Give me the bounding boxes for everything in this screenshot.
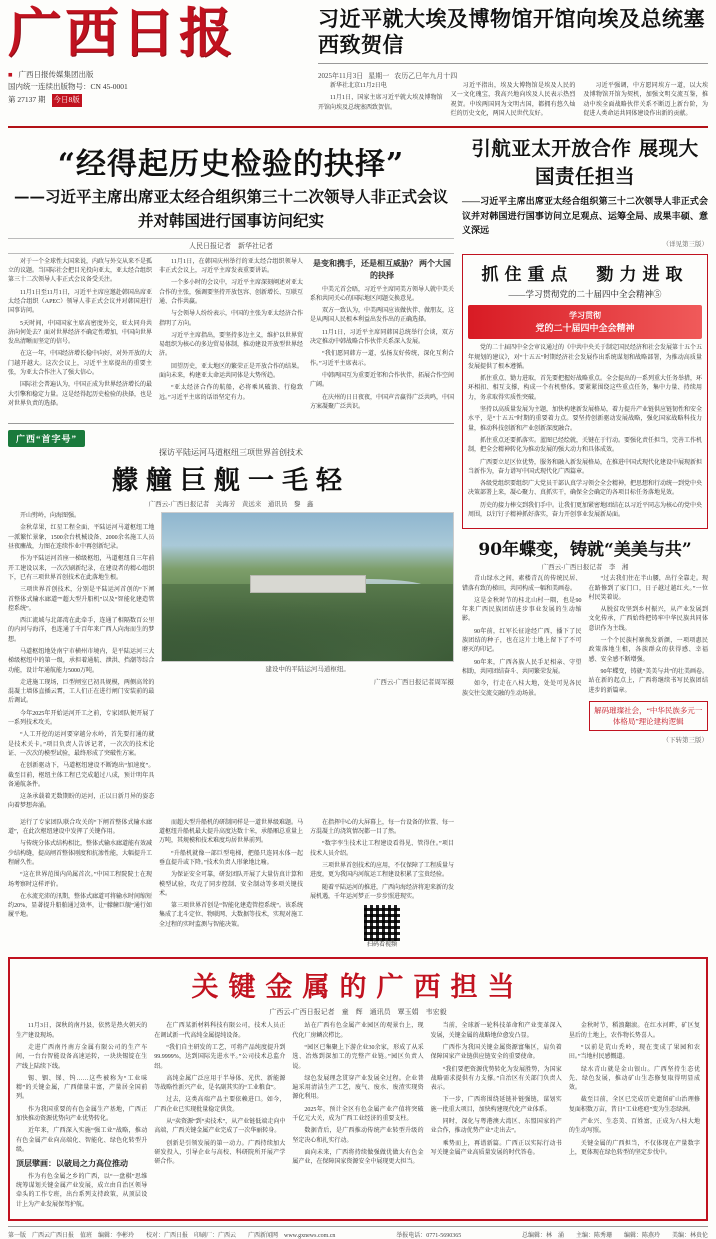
related-link-box[interactable] <box>589 701 709 732</box>
right-mid-p: 90年来，广西各族人民手足相亲、守望相助，共同团结奋斗、共同繁荣发展。 <box>462 659 582 675</box>
top-story-p2: 习近平指出，埃及大博物馆是埃及人民的又一文化瑰宝，我高兴地向埃及人民表示热烈祝贺。中埃两国同为文明古国，都拥有悠久灿烂的历史文化，两国人民世代友好。 <box>450 83 576 117</box>
right-mid-p: 一个个民族村寨焕发新颜，一项项惠民政策落地生根，各族群众的获得感、幸福感、安全感不断增强。 <box>588 638 708 663</box>
bottom-col-5 <box>569 1022 700 1212</box>
feature-p: 作为平陆运河首座一梯级枢纽，马道枢纽自三年前开工建设以来，一次次刷新纪录，在建设者的精心组织下，已有三项世界首创技术在此落地生根。 <box>8 556 155 581</box>
bottom-col-2 <box>154 1022 285 1212</box>
bottom-p: 关键金属的广西担当，不仅体现在产量数字上，更体现在绿色转型的坚定步伐中。 <box>568 1140 701 1156</box>
right-mid-p: 这是金秋时节的桂北山村一隅，也是90年来广西民族团结进步事业发展的生动缩影。 <box>462 597 582 623</box>
bottom-p: 高纯金属广泛应用于半导体、光伏、新能源等战略性新兴产业，是名副其实的“工业粮食”。 <box>154 1075 286 1092</box>
top-story-agency: 新华社北京11月2日电 <box>330 83 387 90</box>
bottom-p: 站在广西有色金属产业园区的观景台上，现代化厂房鳞次栉比。 <box>292 1023 424 1039</box>
right-mid-p: “过去我们住在半山腰，出行全靠走。现在路修到了家门口，日子越过越红火。”一位村民笑着说。 <box>588 576 708 601</box>
bottom-p: 作为我国重要的有色金属生产基地，广西正加快推动资源优势向产业优势转化。 <box>16 1106 148 1123</box>
study-p: 广西要立足区位优势，服务和融入新发展格局，在推进中国式现代化建设中展现新担当新作为，奋力谱写中国式现代化广西篇章。 <box>468 459 703 475</box>
feature-p: 马道枢纽地处南宁市横州市境内，是平陆运河三大梯级枢纽中的第一级，承担着通航、泄洪、挡潮等综合功能，设计年通航能力5000万吨。 <box>8 648 155 674</box>
photo-dam <box>250 575 366 593</box>
lead-p: 中韩两国互为重要近邻和合作伙伴，拓展合作空间广阔。 <box>310 372 455 389</box>
bottom-p: 下一步，广西将围绕延链补链强链，谋划实施一批重大项目，加快构建现代化产业体系。 <box>430 1097 562 1113</box>
right-headline: 引航亚太开放合作 展现大国责任担当 <box>471 137 699 189</box>
right-continuation-note: （详见第三版） <box>662 241 708 249</box>
feature-p: 开山劈岭，向海图强。 <box>20 513 81 520</box>
bottom-title: 关键金属的广西担当 <box>191 972 525 1004</box>
issue-weekday: 星期一 <box>368 71 390 80</box>
lead-title: “经得起历史检验的抉择” <box>57 147 405 183</box>
photo-caption: 建设中的平陆运河马道枢纽。 <box>265 666 350 674</box>
lead-col-1 <box>8 258 152 415</box>
bottom-p: 11月3日，深秋的南丹县，依然是热火朝天的生产建设现场。 <box>16 1023 148 1039</box>
right-mid-col-1 <box>462 575 582 746</box>
right-mid-col-2 <box>589 575 709 746</box>
lead-p: “亚太经济合作的航船，必将乘风破浪、行稳致远。”习近平主席的话语坚定有力。 <box>159 385 303 401</box>
left-column <box>8 133 454 950</box>
bottom-p: “以前是荒山秃岭，现在变成了果园和农田。”当地村民感慨道。 <box>568 1045 701 1061</box>
footer-right: 总编辑：林 涌 主编：陈秀珊 编辑：陈燕玲 美编：林贵伦 <box>521 1232 708 1239</box>
publisher-text: 广西日报传媒集团出版 <box>18 69 94 79</box>
right-column <box>462 133 708 950</box>
study-body <box>468 344 702 520</box>
main-content <box>8 133 708 950</box>
lead-p: 回望历史，亚太地区的繁荣正是开放合作的结果。面向未来，构建亚太命运共同体是大势所趋。 <box>159 363 304 380</box>
study-banner-line2: 党的二十届四中全会精神 <box>535 322 635 333</box>
feature-p: “数字孪生技术让工程建设看得见、管得住。”项目技术人员介绍。 <box>310 841 454 857</box>
feature-p: 运行了专家团队联合攻关的“下闸首整体式输水廊道”，在此次枢纽建设中发挥了关键作用。 <box>8 819 152 836</box>
feature-col-1 <box>8 512 154 815</box>
top-story-body <box>318 82 708 122</box>
feature-p: 为保证安全可靠，研发团队开展了大量仿真计算和模型试验，攻克了同步控制、安全制动等多项关键技术。 <box>159 872 304 897</box>
feature-photo-block <box>161 512 454 815</box>
bottom-story <box>8 957 708 1220</box>
bottom-col-1 <box>16 1022 147 1212</box>
masthead-right <box>308 6 708 122</box>
bottom-p: 过去，这类高端产品主要依赖进口。如今，广西企业已实现批量稳定供货。 <box>154 1097 286 1113</box>
bottom-p: 在广西某新材料科技有限公司，技术人员正在调试新一代高纯金属提纯设备。 <box>154 1023 286 1039</box>
bottom-col-3 <box>292 1022 423 1212</box>
right-mid-columns <box>462 575 708 746</box>
feature-title: 艨艟巨舰一毛轻 <box>111 466 350 497</box>
lead-p: 中美元首会晤，习近平主席同美方领导人就中美关系和共同关心的国际地区问题交换意见。 <box>310 286 455 302</box>
bottom-p: 走进广西南丹南方金属有限公司的生产车间，一台台智能设备高速运转，一块块锡锭在生产线上陆续下线。 <box>16 1045 148 1070</box>
bottom-p: 近年来，广西深入实施“强工业”战略，推动有色金属产业向高端化、智能化、绿色化转型升级。 <box>16 1128 148 1153</box>
feature-photo <box>161 512 454 662</box>
feature-col-3 <box>159 819 303 951</box>
study-p: 抓住重点还要抓落实。蓝图已经绘就，关键在于行动。要强化责任担当，完善工作机制，把全会精神转化为推动发展的强大动力和具体成效。 <box>468 437 703 454</box>
bottom-p: 截至目前，全区已完成历史遗留矿山治理修复面积数万亩，昔日“工业疮疤”变为生态绿洲。 <box>568 1097 701 1113</box>
feature-p: 在创新驱动下，马道枢纽建设不断跑出“加速度”。截至目前，枢纽主体工程已完成超过八成，预计明年具备通航条件。 <box>8 763 155 788</box>
issue-date: 2025年11月3日 <box>318 71 364 80</box>
study-p: 抓住重点、勠力进取，首先要把握好战略重点。全会提出的一系列重大任务举措，环环相扣、相互支撑，构成一个有机整体。要紧紧围绕这些重点任务，集中力量、持续用力，务求取得实质性突破。 <box>468 376 703 401</box>
feature-p: 西江流域与北部湾在此牵手，连通了相隔数百公里的内河与海洋，也连通了千百年来广西人向海而生的梦想。 <box>8 618 155 643</box>
feature-p: “升船机就像一部巨型电梯，把船只连同水体一起垂直提升或下降。”技术负责人形象地比喻。 <box>159 850 303 866</box>
bottom-p: 金秋时节，稻浪翻滚。在红水河畔，矿区复垦后的土地上，农作物长势喜人。 <box>568 1023 701 1039</box>
lead-p: 11月1日，习近平主席同韩国总统举行会谈，双方决定推动中韩战略合作伙伴关系深入发展。 <box>310 329 454 346</box>
lead-p: 在这一年，中国经济增长稳中向好，对外开放的大门越开越大。这次会议上，习近平主席提出的重要主张，为亚太合作注入了强大信心。 <box>8 351 153 377</box>
bottom-p: 乘势而上，再谱新篇。广西正以实际行动书写关键金属产业高质量发展的时代答卷。 <box>430 1140 562 1156</box>
feature-p: 三项世界首创技术，分别是平陆运河首创的“下闸首整体式输水廊道”“超大型升船机”以及“智能化建造管控系统”。 <box>8 587 155 612</box>
feature-p: 在水流充沛的汛期，整体式廊道可将输水时间缩短约20%，显著提升船舶通过效率，让“艨艟巨舰”通行如履平地。 <box>8 893 153 919</box>
right-top-story <box>462 133 708 248</box>
newspaper-logo: 广西日报 <box>8 2 236 64</box>
feature-p: 金秋草果，红星工程全面、平陆运河马道枢纽工地一派繁忙景象，1500余台机械设备、2000余名施工人员昼夜鏖战，力图在连续作业中再创新纪录。 <box>8 525 155 551</box>
masthead-imprint: ■ 广西日报传媒集团出版 国内统一连续出版物号：CN 45-0001 第 27137 期 今日8版 <box>8 69 308 107</box>
right-mid-story <box>462 535 708 746</box>
lead-p: “我们愿同韩方一道，弘扬友好传统，深化互利合作。”习近平主席表示。 <box>310 351 454 367</box>
right-mid-p: 从脱贫攻坚到乡村振兴，从产业发展到文化传承，广西始终把铸牢中华民族共同体意识作为主线。 <box>588 607 708 632</box>
feature-byline: 广西云-广西日报记者 关海芳 黄远来 通讯员 黎 鑫 <box>148 501 314 509</box>
right-mid-p: 90年前，红军长征途经广西，播下了民族团结的种子，也在这片土地上留下了不可磨灭的印记。 <box>462 628 582 654</box>
feature-p: 今年2025年开始运河开工之前，专家团队便开展了一系列技术攻关。 <box>8 710 155 727</box>
bottom-p: 绿色发展理念贯穿产业发展全过程。企业普遍采用清洁生产工艺，废气、废水、废渣实现资源化利用。 <box>292 1075 424 1101</box>
study-banner-line1: 学习贯彻 <box>569 311 601 321</box>
lead-p: 对于一个全球性大国来说，内政与外交从来不是孤立的议题。当国际社会把目光投向亚太，亚太经合组织第三十二次领导人非正式会议备受关注。 <box>8 258 153 284</box>
lead-p: 11月1日，在韩国庆州举行的亚太经合组织领导人非正式会议上，习近平主席发表重要讲话。 <box>159 258 303 275</box>
lead-p: 一个多小时的会议中，习近平主席深刻阐述对亚太合作的主张，强调要坚持开放包容、创新增长、互联互通、合作共赢。 <box>159 280 304 305</box>
feature-p: 这条承载着无数期盼的运河，正以日新月异的姿态向着梦想奔涌。 <box>8 794 155 810</box>
feature-p: 第三项世界首创是“智能化建造管控系统”。该系统集成了北斗定位、物联网、大数据等技术，实现对施工全过程的实时监测与智能决策。 <box>159 903 304 928</box>
feature-kicker: 探访平陆运河马道枢纽三项世界首创技术 <box>159 448 303 458</box>
issue-number: 第 27137 期 <box>8 95 46 105</box>
right-subhead: ——习近平主席出席亚太经合组织第三十二次领导人非正式会议并对韩国进行国事访问立足观点、运筹全局、成果丰硕、意义深远 <box>462 196 708 236</box>
masthead <box>8 2 709 128</box>
bottom-p: “园区已集聚上下游企业30余家，形成了从采选、冶炼到深加工的完整产业链。”园区负责人说。 <box>292 1045 424 1070</box>
feature-p: 三项世界首创技术的应用，不仅保障了工程质量与进度，更为我国内河航运工程建设积累了宝贵经验。 <box>310 862 455 879</box>
feature-p: 走进施工现场，巨型闸室已初具规模，两侧高耸的混凝土墙体直插云霄，工人们正在进行闸门安装前的最后调试。 <box>8 679 155 705</box>
feature-p: 与传统分体式结构相比，整体式输水廊道能有效减少结构缝，提高闸首整体刚度和抗渗性能，大幅提升工程耐久性。 <box>8 841 153 866</box>
issue-lunar: 农历乙巳年九月十四 <box>394 71 458 80</box>
lead-p: 国际社会普遍认为，中国正成为世界经济增长的最大引擎和稳定力量。这是经得起历史检验的抉择，也是对世界负责的选择。 <box>8 382 153 407</box>
feature-tag: 广西“首字号” <box>8 430 85 447</box>
qr-caption: 扫码看视频 <box>366 942 397 949</box>
study-subtitle: ——学习贯彻党的二十届四中全会精神⑤ <box>508 289 662 300</box>
feature-top-row <box>8 512 454 815</box>
feature-col-2 <box>8 819 152 951</box>
top-story-p1: 11月1日，国家主席习近平就大埃及博物馆开馆向埃及总统塞西致贺信。 <box>318 95 443 111</box>
lead-p: 11月1日至11月1日，习近平主席应邀赴韩国出席亚太经合组织（APEC）领导人非正式会议并对韩国进行国事访问。 <box>8 289 152 315</box>
study-p: 党的二十届四中全会审议通过的《中共中央关于制定国民经济和社会发展第十五个五年规划的建议》，对“十五五”时期经济社会发展作出系统谋划和战略部署，为推动高质量发展提供了根本遵循。 <box>468 345 703 370</box>
qr-code[interactable] <box>364 905 400 941</box>
study-banner <box>468 305 702 339</box>
right-mid-p: 如今，行走在八桂大地，处处可见各民族交往交流交融的生动场景。 <box>462 681 582 697</box>
right-mid-more: （下转第三版） <box>662 737 708 745</box>
study-p: 历史的接力棒交到我们手中。让我们更加紧密地团结在以习近平同志为核心的党中央周围，以钉钉子精神抓好落实，奋力开创事业发展新局面。 <box>468 502 703 518</box>
bottom-p: “我们要把资源优势转化为发展胜势，为国家战略需求提供有力支撑。”自治区有关部门负责人表示。 <box>430 1066 562 1092</box>
footer-middle: 举报电话：0771-5690365 <box>396 1232 462 1239</box>
feature-p: “这在世界范围内尚属首次。”中国工程院院士在现场考察时这样评价。 <box>8 872 152 888</box>
bottom-p: 当前，全球新一轮科技革命和产业变革深入发展，关键金属的战略地位愈发凸显。 <box>430 1023 562 1039</box>
bottom-p: 面向未来，广西将持续做强做优做大有色金属产业，在保障国家资源安全中展现更大担当。 <box>292 1149 424 1166</box>
study-box <box>462 254 708 529</box>
issue-info <box>318 70 708 83</box>
right-mid-p: 青山绿水之间，素楼青瓦的传统民居、错落有致的梯田，共同构成一幅和美画卷。 <box>462 576 582 592</box>
right-mid-byline: 广西云-广西日报记者 李 湘 <box>541 564 629 572</box>
bottom-p: 创新是引领发展的第一动力。广西持续加大研发投入，引导企业与高校、科研院所开展产学研合作。 <box>154 1140 286 1166</box>
bottom-subhead: 顶层擘画：以破局之力高位推动 <box>16 1159 128 1169</box>
footer-left: 第一版 广西云广西日报 值班 编辑：李彬玲 校对：广西日报 印刷厂：广西云 广西新闻网 www.gxnews.com.cn <box>8 1232 336 1239</box>
bottom-p: 同时，深化与粤港澳大湾区、东盟国家的产业合作，推动优势产业“走出去”。 <box>430 1119 562 1135</box>
lead-byline: 人民日报记者 新华社记者 <box>8 238 454 254</box>
license-text: 国内统一连续出版物号：CN 45-0001 <box>8 82 128 92</box>
study-p: 各级党组织要组织广大党员干部认真学习领会全会精神，把思想和行动统一到党中央决策部署上来，凝心聚力、真抓实干，确保全会确定的各项目标任务落地见效。 <box>468 481 703 497</box>
photo-ridge <box>162 584 453 661</box>
lead-p: 习近平主席指出，要坚持多边主义，维护以世界贸易组织为核心的多边贸易体制，推动建设开放型世界经济。 <box>159 332 304 358</box>
bottom-p: 产业兴、生态美、百姓富，正成为八桂大地的生动写照。 <box>568 1119 701 1135</box>
bottom-subbody: 作为有色金属之乡的广西，以“一盘棋”思维统筹谋划关键金属产业发展，成立由自治区领导牵头的工作专班，出台系列支持政策，从顶层设计上为产业发展保驾护航。 <box>16 1173 148 1208</box>
related-line1: 解码璀璨社会，“中华民族多元一体格局”理论建构逻辑 <box>594 705 703 727</box>
masthead-logo-block <box>8 2 308 107</box>
today-pages-badge: 今日8版 <box>52 94 82 107</box>
bottom-p: “我们自主研发的工艺，可将产品纯度提升到99.9999%，达到国际先进水平。”公司技术总监介绍。 <box>154 1045 286 1070</box>
lead-col-3 <box>310 258 454 415</box>
study-p: 坚持以高质量发展为主题，加快构建新发展格局，着力提升产业链供应链韧性和安全水平，是“十五五”时期的重要着力点。要坚持创新驱动发展战略，强化国家战略科技力量，推动科技创新和产业创新深度融合。 <box>468 407 703 432</box>
lead-col-2 <box>159 258 303 415</box>
bottom-p: 从“卖资源”到“卖技术”，从产业链低端走向中高端，广西关键金属产业完成了一次华丽转身。 <box>154 1119 286 1135</box>
lead-section-head: 是变和携手，还是相互威胁？ 两个大国的抉择 <box>313 258 451 281</box>
page-footer <box>8 1226 708 1239</box>
feature-bottom-row <box>8 819 454 951</box>
top-headline: 习近平就大埃及博物馆开馆向埃及总统塞西致贺信 <box>318 6 708 64</box>
feature-p: “人工开挖的运河要穿越分水岭，首先要打通的就是技术关卡。”项目负责人告诉记者，一次次的技术论证、一次次的模型试验，最终形成了突破性方案。 <box>8 732 155 757</box>
right-mid-p: 90年蝶变，铸就“美美与共”的壮美画卷。站在新的起点上，广西将继续书写民族团结进步的新篇章。 <box>588 668 708 694</box>
bottom-byline: 广西云-广西日报记者 童 辉 通讯员 覃玉娟 韦宏毅 <box>269 1008 447 1017</box>
feature-story <box>8 423 454 950</box>
lead-story <box>8 139 454 415</box>
bottom-p: 锡、铟、锑、钨……这些被称为“工业味精”的关键金属，广西储量丰富，产量居全国前列。 <box>16 1075 148 1101</box>
feature-col-4 <box>310 819 454 951</box>
photo-credit: 广西云-广西日报记者周军摄 <box>373 679 454 687</box>
bottom-columns <box>16 1022 700 1212</box>
lead-p: 5天时间，中国国家主席高密度外交，亚太同舟共济向何处去？面对世界经济不确定性增加，中国向世界发出清晰而坚定的信号。 <box>8 320 153 346</box>
lead-p: 与会领导人纷纷表示，中国的主张为亚太经济合作指明了方向。 <box>159 311 304 327</box>
bottom-p: 广西作为我国关键金属资源富集区，肩负着保障国家产业链供应链安全的重要使命。 <box>430 1045 562 1061</box>
lead-columns <box>8 258 454 415</box>
bottom-col-4 <box>431 1022 562 1212</box>
bottom-p: 2025年，预计全区有色金属产业产值将突破千亿元大关，成为广西工业经济的重要支柱。 <box>292 1106 424 1123</box>
feature-p: 而超大型升船机的研制同样是一道世界级难题。马道枢纽升船机最大提升高度达数十米，承船厢总重量上万吨，其规模和技术难度均居世界前列。 <box>159 819 304 845</box>
lead-p: 双方一致认为，中美两国应该做伙伴、做朋友，这是从两国人民根本利益出发作出的正确选择。 <box>310 308 455 324</box>
feature-p: 在指挥中心的大屏幕上，每一台设备的位置、每一方混凝土的浇筑情况都一目了然。 <box>310 819 455 836</box>
right-mid-title: 90年蝶变，铸就“美美与共” <box>478 540 692 561</box>
bottom-p: 数据背后，是广西推动传统产业转型升级的坚定决心和扎实行动。 <box>292 1128 424 1144</box>
study-title: 抓住重点 勠力进取 <box>481 265 689 286</box>
feature-p: 随着平陆运河的推进，广西向海经济将迎来新的发展机遇，千年运河梦正一步步照进现实。 <box>310 884 455 900</box>
lead-subtitle: ——习近平主席出席亚太经合组织第三十二次领导人非正式会议并对韩国进行国事访问纪实 <box>13 187 448 230</box>
bottom-p: 绿水青山就是金山银山。广西坚持生态优先、绿色发展，推动矿山生态修复取得明显成效。 <box>568 1066 701 1092</box>
lead-p: 在庆州的日日夜夜，中国声音赢得广泛共鸣，中国方案凝聚广泛共识。 <box>310 394 455 410</box>
top-story-p3: 习近平强调，中方愿同埃方一道，以大埃及博物馆开馆为契机，加强文明交流互鉴，推动中埃全面战略伙伴关系不断迈上新台阶，为促进人类命运共同体建设作出新的贡献。 <box>583 83 709 117</box>
